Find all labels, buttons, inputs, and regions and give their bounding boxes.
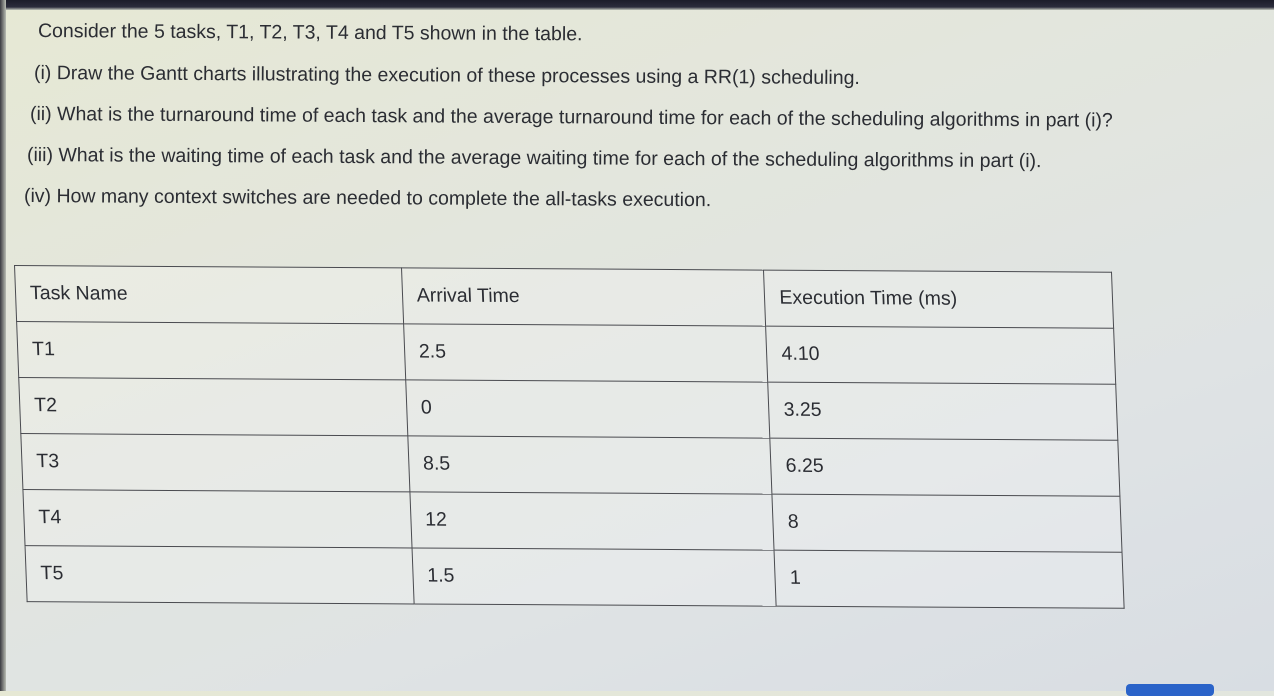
cell-task-name: T2: [19, 378, 408, 436]
question-part-2: (ii) What is the turnaround time of each task and the average turnaround time for each of the scheduling algorithms in part (i)?: [29, 103, 1113, 132]
cell-task-name: T5: [25, 546, 414, 604]
cell-execution-time: 6.25: [770, 438, 1120, 496]
question-intro: Consider the 5 tasks, T1, T2, T3, T4 and T5 shown in the table.: [37, 20, 583, 46]
table-header-row: [15, 266, 1114, 329]
table-row: [17, 322, 1116, 385]
cell-arrival-time: 0: [405, 380, 770, 438]
cell-task-name: T1: [17, 322, 406, 380]
cell-execution-time: 3.25: [768, 382, 1118, 440]
cell-arrival-time: 1.5: [412, 548, 777, 606]
cell-execution-time: 1: [774, 550, 1124, 608]
question-part-4: (iv) How many context switches are needed to complete the all-tasks execution.: [23, 185, 712, 212]
cell-arrival-time: 2.5: [403, 324, 768, 382]
task-table: [14, 265, 1125, 609]
question-block: [0, 0, 1274, 230]
partial-action-button[interactable]: [1126, 684, 1214, 696]
cell-arrival-time: 8.5: [408, 436, 773, 494]
header-execution-time: Execution Time (ms): [764, 270, 1114, 328]
question-part-3: (iii) What is the waiting time of each task and the average waiting time for each of the scheduling algorithms in part (i).: [26, 144, 1042, 173]
cell-execution-time: 8: [772, 494, 1122, 552]
table-row: [21, 434, 1120, 497]
table-row: [25, 546, 1124, 609]
table-row: [19, 378, 1118, 441]
header-arrival-time: Arrival Time: [401, 268, 766, 326]
table-row: [23, 490, 1122, 553]
cell-execution-time: 4.10: [766, 326, 1116, 384]
cell-arrival-time: 12: [410, 492, 775, 550]
header-task-name: Task Name: [15, 266, 404, 324]
cell-task-name: T3: [21, 434, 410, 492]
question-part-1: (i) Draw the Gantt charts illustrating the execution of these processes using a RR(1) scheduling.: [33, 62, 860, 90]
cell-task-name: T4: [23, 490, 412, 548]
